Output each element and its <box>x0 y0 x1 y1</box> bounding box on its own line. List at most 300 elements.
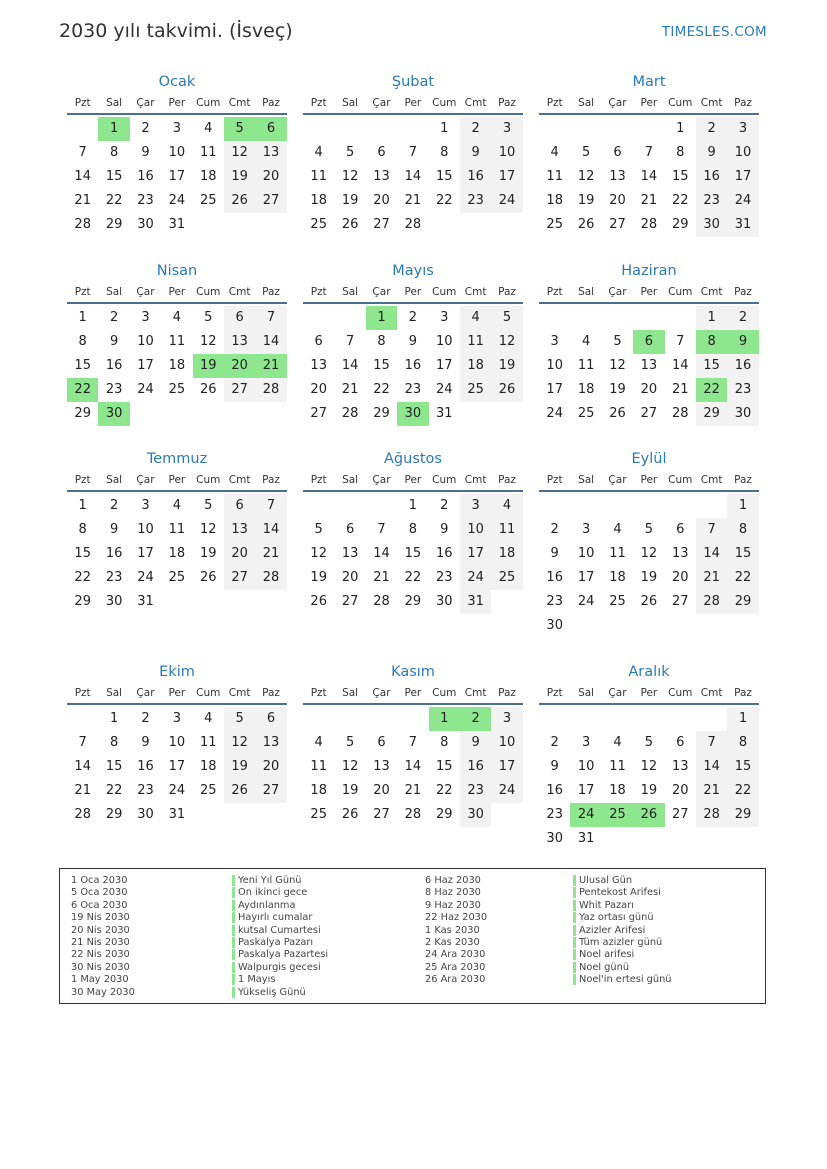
day-cell: 14 <box>640 169 658 184</box>
day-cell: 17 <box>577 570 595 585</box>
legend-holiday-date: 24 Ara 2030 <box>425 949 486 961</box>
day-cell: 2 <box>440 498 449 513</box>
week-row <box>67 494 287 518</box>
month-name: Mart <box>632 74 666 90</box>
day-cell: 13 <box>341 546 359 561</box>
week-row <box>303 354 523 378</box>
day-cell: 19 <box>310 570 327 585</box>
empty-day-cell <box>570 117 601 141</box>
day-cell: 27 <box>255 779 286 803</box>
weekday-label: Cum <box>196 474 221 486</box>
weekday-label: Sal <box>578 286 595 298</box>
day-cell: 29 <box>74 594 91 609</box>
legend-holiday-name: Aydınlanma <box>232 900 295 911</box>
empty-day-cell <box>429 213 460 237</box>
day-cell: 18 <box>609 570 626 585</box>
day-cell: 16 <box>460 165 491 189</box>
day-cell: 9 <box>550 546 559 561</box>
day-cell: 19 <box>224 165 255 189</box>
day-cell: 20 <box>671 783 689 798</box>
day-cell: 28 <box>404 217 422 232</box>
day-cell: 13 <box>671 546 689 561</box>
holiday-day-cell: 22 <box>67 378 98 402</box>
empty-day-cell <box>255 590 286 614</box>
week-row <box>303 117 523 141</box>
empty-day-cell <box>696 614 727 638</box>
empty-day-cell <box>460 213 491 237</box>
empty-day-cell <box>303 306 334 330</box>
legend-holiday-date: 9 Haz 2030 <box>425 899 481 911</box>
day-cell: 2 <box>727 306 758 330</box>
day-cell: 13 <box>255 731 286 755</box>
month-name: Ocak <box>158 74 196 90</box>
day-cell: 1 <box>696 306 727 330</box>
day-cell: 23 <box>435 570 453 585</box>
legend-holiday-date: 1 Oca 2030 <box>71 875 128 886</box>
day-cell: 31 <box>168 217 186 232</box>
brand-link[interactable]: TIMESLES.COM <box>661 24 767 40</box>
day-cell: 8 <box>408 522 417 537</box>
holiday-day-cell: 21 <box>255 354 286 378</box>
week-row <box>67 330 287 354</box>
day-cell: 26 <box>341 807 359 822</box>
empty-day-cell <box>633 614 664 638</box>
week-row <box>303 755 523 779</box>
weekday-label: Per <box>404 687 422 699</box>
legend-holiday-name: Noel arifesi <box>573 949 634 960</box>
day-cell: 19 <box>341 193 359 208</box>
day-cell: 16 <box>727 354 758 378</box>
day-cell: 18 <box>199 169 217 184</box>
day-cell: 12 <box>199 522 217 537</box>
empty-day-cell <box>665 494 696 518</box>
day-cell: 22 <box>435 193 453 208</box>
day-cell: 1 <box>727 494 758 518</box>
day-cell: 16 <box>460 755 491 779</box>
day-cell: 13 <box>255 141 286 165</box>
day-cell: 4 <box>314 735 323 750</box>
day-cell: 28 <box>255 566 286 590</box>
weekday-label: Cum <box>196 97 221 109</box>
weekday-label: Çar <box>372 474 391 486</box>
day-cell: 1 <box>408 498 417 513</box>
day-cell: 14 <box>373 546 390 561</box>
day-cell: 23 <box>546 594 563 609</box>
day-cell: 12 <box>224 141 255 165</box>
day-cell: 6 <box>345 522 355 537</box>
weekday-header <box>67 684 287 705</box>
weekday-label: Per <box>168 286 186 298</box>
week-row <box>303 566 523 590</box>
day-cell: 15 <box>435 759 453 774</box>
week-row <box>539 213 759 237</box>
weekday-label: Sal <box>578 687 595 699</box>
day-cell: 16 <box>105 546 123 561</box>
weekday-label: Paz <box>498 97 516 109</box>
month-12 <box>539 660 759 851</box>
week-row <box>67 731 287 755</box>
holiday-day-cell: 9 <box>727 330 758 354</box>
day-cell: 15 <box>671 169 689 184</box>
day-cell: 30 <box>546 618 563 633</box>
legend-column-4 <box>573 875 672 987</box>
day-cell: 10 <box>491 731 522 755</box>
day-cell: 7 <box>255 494 286 518</box>
week-row <box>303 306 523 330</box>
weekday-label: Pzt <box>310 97 327 109</box>
empty-day-cell <box>602 306 633 330</box>
day-cell: 31 <box>435 406 453 421</box>
day-cell: 3 <box>581 522 591 537</box>
day-cell: 21 <box>341 382 359 397</box>
weekday-label: Çar <box>136 687 155 699</box>
empty-day-cell <box>602 827 633 851</box>
day-cell: 9 <box>440 522 449 537</box>
day-cell: 4 <box>204 121 213 136</box>
day-cell: 24 <box>460 566 491 590</box>
legend-holiday-name: 1 Mayıs <box>232 974 275 985</box>
week-row <box>67 803 287 827</box>
empty-day-cell <box>665 707 696 731</box>
legend-holiday-date: 19 Nis 2030 <box>71 912 130 924</box>
day-cell: 12 <box>341 759 359 774</box>
weekday-label: Paz <box>262 474 280 486</box>
weekday-header <box>303 684 523 705</box>
day-cell: 6 <box>314 334 323 349</box>
legend-holiday-name: Noel günü <box>573 962 629 973</box>
day-cell: 28 <box>373 594 390 609</box>
day-cell: 12 <box>609 358 626 373</box>
weekday-label: Cum <box>432 687 457 699</box>
day-cell: 3 <box>141 498 150 513</box>
empty-day-cell <box>193 402 224 426</box>
day-cell: 29 <box>435 807 453 822</box>
weekday-label: Pzt <box>74 97 91 109</box>
day-cell: 17 <box>491 755 522 779</box>
empty-day-cell <box>366 707 397 731</box>
day-cell: 12 <box>341 169 359 184</box>
legend-holiday-name: Walpurgis gecesi <box>232 962 321 973</box>
day-cell: 17 <box>546 382 563 397</box>
legend-holiday-date: 8 Haz 2030 <box>425 887 481 899</box>
week-row <box>539 402 759 426</box>
day-cell: 2 <box>141 121 150 136</box>
weekday-label: Pzt <box>546 687 563 699</box>
weekday-label: Cum <box>196 687 221 699</box>
day-cell: 22 <box>435 783 453 798</box>
day-cell: 23 <box>137 783 154 798</box>
day-cell: 24 <box>137 382 154 397</box>
day-cell: 9 <box>141 735 150 750</box>
day-cell: 4 <box>550 145 559 160</box>
empty-day-cell <box>633 306 664 330</box>
empty-day-cell <box>570 707 601 731</box>
day-cell: 11 <box>609 759 626 774</box>
weekday-label: Cmt <box>464 286 487 298</box>
day-cell: 23 <box>404 382 422 397</box>
week-row <box>539 518 759 542</box>
weekday-label: Pzt <box>310 474 327 486</box>
day-cell: 8 <box>440 145 449 160</box>
empty-day-cell <box>491 803 522 827</box>
day-cell: 28 <box>404 807 422 822</box>
weekday-header <box>67 283 287 304</box>
day-cell: 13 <box>373 759 390 774</box>
day-cell: 21 <box>640 193 658 208</box>
day-cell: 10 <box>577 759 595 774</box>
empty-day-cell <box>633 707 664 731</box>
day-cell: 3 <box>172 121 181 136</box>
day-cell: 7 <box>696 518 727 542</box>
legend-holiday-name: Yeni Yıl Günü <box>232 875 302 886</box>
empty-day-cell <box>193 590 224 614</box>
weekday-label: Cmt <box>464 97 487 109</box>
empty-day-cell <box>539 306 570 330</box>
month-8 <box>303 447 523 614</box>
week-row <box>303 590 523 614</box>
day-cell: 17 <box>168 169 186 184</box>
day-cell: 15 <box>105 759 123 774</box>
day-cell: 10 <box>137 334 154 349</box>
empty-day-cell <box>303 707 334 731</box>
month-10 <box>67 660 287 827</box>
day-cell: 15 <box>435 169 453 184</box>
day-cell: 29 <box>671 217 689 232</box>
legend-holiday-date: 21 Nis 2030 <box>71 936 130 948</box>
day-cell: 9 <box>109 334 119 349</box>
weekday-label: Çar <box>136 97 155 109</box>
weekday-label: Sal <box>106 474 123 486</box>
day-cell: 20 <box>224 542 255 566</box>
day-cell: 5 <box>581 145 591 160</box>
day-cell: 22 <box>105 193 123 208</box>
empty-day-cell <box>570 614 601 638</box>
day-cell: 15 <box>696 354 727 378</box>
day-cell: 10 <box>491 141 522 165</box>
day-cell: 28 <box>255 378 286 402</box>
day-cell: 24 <box>168 193 186 208</box>
day-cell: 9 <box>460 141 491 165</box>
weekday-label: Sal <box>342 687 359 699</box>
day-cell: 2 <box>550 522 559 537</box>
week-row <box>539 354 759 378</box>
week-row <box>303 378 523 402</box>
week-row <box>67 542 287 566</box>
day-cell: 18 <box>199 759 217 774</box>
month-name: Ağustos <box>384 451 442 467</box>
weekday-label: Cmt <box>700 474 723 486</box>
week-row <box>67 566 287 590</box>
day-cell: 18 <box>310 783 327 798</box>
day-cell: 30 <box>546 831 563 846</box>
day-cell: 20 <box>373 193 390 208</box>
weekday-label: Çar <box>372 286 391 298</box>
day-cell: 7 <box>676 334 685 349</box>
legend-holiday-name: Ulusal Gün <box>573 875 632 886</box>
weekday-label: Paz <box>498 687 516 699</box>
legend-holiday-date: 22 Nis 2030 <box>71 949 130 961</box>
day-cell: 2 <box>550 735 559 750</box>
day-cell: 2 <box>141 711 150 726</box>
day-cell: 11 <box>310 759 327 774</box>
day-cell: 30 <box>435 594 453 609</box>
weekday-label: Sal <box>106 97 123 109</box>
legend-holiday-date: 26 Ara 2030 <box>425 974 486 986</box>
legend-holiday-date: 25 Ara 2030 <box>425 961 486 973</box>
week-row <box>67 779 287 803</box>
day-cell: 26 <box>199 382 217 397</box>
day-cell: 9 <box>460 731 491 755</box>
day-cell: 8 <box>377 334 386 349</box>
day-cell: 25 <box>460 378 491 402</box>
legend-holiday-date: 1 May 2030 <box>71 974 129 986</box>
day-cell: 21 <box>696 566 727 590</box>
day-cell: 5 <box>644 735 653 750</box>
day-cell: 12 <box>640 759 658 774</box>
weekday-label: Cum <box>668 474 693 486</box>
day-cell: 7 <box>345 334 355 349</box>
weekday-label: Paz <box>262 687 280 699</box>
weekday-header <box>303 283 523 304</box>
empty-day-cell <box>224 213 255 237</box>
day-cell: 22 <box>74 570 91 585</box>
legend-holiday-name: Yaz ortası günü <box>573 912 654 923</box>
day-cell: 3 <box>581 735 591 750</box>
day-cell: 19 <box>640 570 658 585</box>
day-cell: 22 <box>105 783 123 798</box>
day-cell: 11 <box>546 169 563 184</box>
month-name: Mayıs <box>392 263 434 279</box>
day-cell: 28 <box>696 590 727 614</box>
day-cell: 11 <box>168 522 186 537</box>
day-cell: 28 <box>640 217 658 232</box>
weekday-label: Cum <box>432 474 457 486</box>
day-cell: 1 <box>78 310 87 325</box>
empty-day-cell <box>397 117 428 141</box>
legend-holiday-date: 6 Haz 2030 <box>425 875 481 886</box>
week-row <box>303 731 523 755</box>
month-4 <box>67 259 287 426</box>
empty-day-cell <box>224 803 255 827</box>
empty-day-cell <box>303 117 334 141</box>
week-row <box>539 803 759 827</box>
month-9 <box>539 447 759 638</box>
legend-holiday-name: Azizler Arifesi <box>573 925 645 936</box>
empty-day-cell <box>255 213 286 237</box>
day-cell: 19 <box>609 382 626 397</box>
legend-holiday-date: 2 Kas 2030 <box>425 936 480 948</box>
day-cell: 4 <box>613 735 622 750</box>
month-2 <box>303 70 523 237</box>
day-cell: 2 <box>696 117 727 141</box>
weekday-label: Çar <box>608 474 627 486</box>
empty-day-cell <box>491 402 522 426</box>
holiday-day-cell: 22 <box>696 378 727 402</box>
legend-holiday-date: 20 Nis 2030 <box>71 924 130 936</box>
day-cell: 22 <box>404 570 422 585</box>
day-cell: 19 <box>224 755 255 779</box>
weekday-label: Sal <box>578 97 595 109</box>
day-cell: 30 <box>137 807 154 822</box>
day-cell: 28 <box>671 406 689 421</box>
week-row <box>67 755 287 779</box>
day-cell: 27 <box>224 566 255 590</box>
day-cell: 28 <box>74 217 91 232</box>
empty-day-cell <box>696 494 727 518</box>
month-6 <box>539 259 759 426</box>
day-cell: 27 <box>224 378 255 402</box>
day-cell: 8 <box>440 735 449 750</box>
day-cell: 10 <box>168 145 186 160</box>
day-cell: 10 <box>546 358 563 373</box>
weekday-label: Pzt <box>74 687 91 699</box>
holiday-day-cell: 19 <box>193 354 224 378</box>
day-cell: 8 <box>727 731 758 755</box>
day-cell: 16 <box>105 358 123 373</box>
day-cell: 13 <box>310 358 327 373</box>
empty-day-cell <box>67 117 98 141</box>
weekday-label: Cum <box>668 286 693 298</box>
empty-day-cell <box>460 402 491 426</box>
day-cell: 27 <box>671 807 689 822</box>
empty-day-cell <box>161 590 192 614</box>
week-row <box>303 141 523 165</box>
holiday-day-cell: 1 <box>98 117 129 141</box>
day-cell: 18 <box>546 193 563 208</box>
day-cell: 2 <box>460 117 491 141</box>
day-cell: 27 <box>373 807 390 822</box>
day-cell: 20 <box>255 165 286 189</box>
day-cell: 6 <box>224 494 255 518</box>
weekday-label: Cmt <box>228 97 251 109</box>
day-cell: 1 <box>676 121 685 136</box>
day-cell: 8 <box>727 518 758 542</box>
day-cell: 14 <box>696 542 727 566</box>
week-row <box>303 330 523 354</box>
day-cell: 5 <box>314 522 323 537</box>
holiday-day-cell: 20 <box>224 354 255 378</box>
day-cell: 30 <box>727 402 758 426</box>
day-cell: 26 <box>640 594 658 609</box>
day-cell: 29 <box>105 217 123 232</box>
day-cell: 22 <box>727 566 758 590</box>
weekday-label: Cmt <box>228 474 251 486</box>
day-cell: 18 <box>168 546 186 561</box>
empty-day-cell <box>67 707 98 731</box>
day-cell: 8 <box>78 522 87 537</box>
day-cell: 28 <box>341 406 359 421</box>
day-cell: 14 <box>255 518 286 542</box>
empty-day-cell <box>602 707 633 731</box>
month-1 <box>67 70 287 237</box>
empty-day-cell <box>602 117 633 141</box>
day-cell: 3 <box>141 310 150 325</box>
day-cell: 15 <box>727 542 758 566</box>
day-cell: 27 <box>310 406 327 421</box>
day-cell: 17 <box>460 542 491 566</box>
week-row <box>539 330 759 354</box>
day-cell: 12 <box>577 169 595 184</box>
weekday-label: Per <box>640 286 658 298</box>
empty-day-cell <box>633 117 664 141</box>
month-name: Temmuz <box>146 451 208 467</box>
weekday-label: Per <box>168 97 186 109</box>
day-cell: 8 <box>78 334 87 349</box>
day-cell: 30 <box>460 803 491 827</box>
weekday-label: Sal <box>342 474 359 486</box>
day-cell: 4 <box>460 306 491 330</box>
day-cell: 28 <box>696 803 727 827</box>
